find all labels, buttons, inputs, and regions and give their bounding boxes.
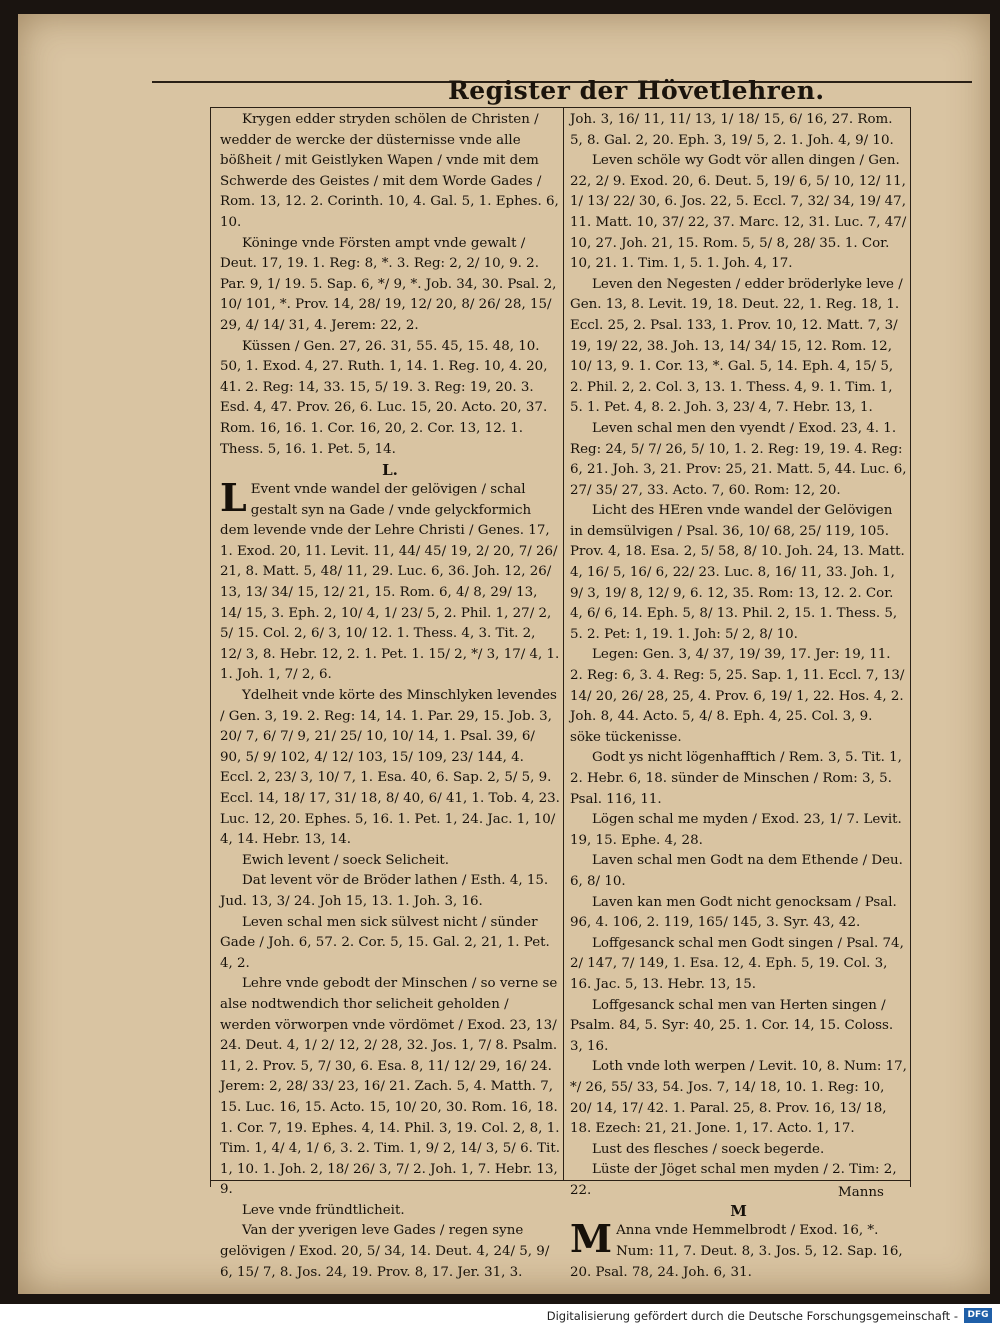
index-entry: Van der yverigen leve Gades / regen syne gelövigen / Exod. 20, 5/ 34, 14. Deut. 4, 24/ 5, 9/ 6, 15/ 7, 8. Jos. 24, 19. Prov. 8, 17. Jer. 31, 3. <box>220 1223 550 1280</box>
dfg-logo: DFG <box>964 1308 992 1323</box>
section-letter-l: L. <box>382 461 398 480</box>
index-entry: Krygen edder stryden schölen de Christen / wedder de wercke der düsternisse vnde alle bößheit / mit Geistlyken Wapen / vnde mit dem Schwerde des Geistes / mit dem Worde Gades / Rom. 13, 12. 2. Corinth. 10, 4. Gal. 5, 1. Ephes. 6, 10. <box>220 112 559 230</box>
index-entry: Legen: Gen. 3, 4/ 37, 19/ 39, 17. Jer: 19, 11. 2. Reg: 6, 3. 4. Reg: 5, 25. Sap. 1, 11. Eccl. 7, 13/ 14/ 20, 26/ 28, 25, 4. Prov. 6, 19/ 1, 22. Hos. 4, 2. Joh. 8, 44. Acto. 5, 4/ 8. Eph. 4, 25. Col. 3, 9. söke tückenisse. <box>570 647 905 745</box>
page-title: Register der Hövetlehren. <box>448 76 825 105</box>
index-entry: Ewich levent / soeck Selicheit. <box>242 852 449 868</box>
right-column <box>570 110 907 1283</box>
index-entry: Leven schöle wy Godt vör allen dingen / Gen. 22, 2/ 9. Exod. 20, 6. Deut. 5, 19/ 6, 5/ 10, 12/ 11, 1/ 13/ 22/ 30, 6. Jos. 22, 5. Eccl. 7, 32/ 34, 19/ 47, 11. Matt. 10, 37/ 22, 37. Marc. 12, 31. Luc. 7, 47/ 10, 27. Joh. 21, 15. Rom. 5, 5/ 8, 28/ 35. 1. Cor. 10, 21. 1. Tim. 1, 5. 1. Joh. 4, 17. <box>570 153 907 272</box>
index-entry: Laven kan men Godt nicht genocksam / Psal. 96, 4. 106, 2. 119, 165/ 145, 3. Syr. 43, 42. <box>570 894 897 931</box>
dropcap-l: L <box>220 475 247 521</box>
index-entry: Loffgesanck schal men van Herten singen / Psalm. 84, 5. Syr: 40, 25. 1. Cor. 14, 15. Coloss. 3, 16. <box>570 997 894 1054</box>
index-entry: Leven den Negesten / edder bröderlyke leve / Gen. 13, 8. Levit. 19, 18. Deut. 22, 1. Reg. 18, 1. Eccl. 25, 2. Psal. 133, 1. Prov. 10, 12. Matt. 7, 3/ 19, 19/ 22, 38. Joh. 13, 14/ 34/ 15, 12. Rom. 12, 10/ 13, 9. 1. Cor. 13, *. Gal. 5, 14. Eph. 4, 15/ 5, 2. Phil. 2, 2. Col. 3, 13. 1. Thess. 4, 9. 1. Tim. 1, 5. 1. Pet. 4, 8. 2. Joh. 3, 23/ 4, 7. Hebr. 13, 1. <box>570 276 903 416</box>
index-entry: Joh. 3, 16/ 11, 11/ 13, 1/ 18/ 15, 6/ 16, 27. Rom. 5, 8. Gal. 2, 20. Eph. 3, 19/ 5, 2. 1. Joh. 4, 9/ 10. <box>570 112 894 148</box>
dropcap-m: M <box>570 1216 613 1262</box>
entry-text: Event vnde wandel der gelövigen / schal gestalt syn na Gade / vnde gelyckformich dem levende vnde der Lehre Christi / Genes. 17, 1. Exod. 20, 11. Levit. 11, 44/ 45/ 19, 2/ 20, 7/ 26/ 21, 8. Matt. 5, 48/ 11, 29. Luc. 6, 36. Joh. 12, 26/ 13, 13/ 34/ 15, 12/ 21, 15. Rom. 6, 4/ 8, 29/ 13, 14/ 15, 3. Eph. 2, 10/ 4, 1/ 23/ 5, 2. Phil. 1, 27/ 2, 5/ 15. Col. 2, 6/ 3, 10/ 12. 1. Thess. 4, 3. Tit. 2, 12/ 3, 8. Hebr. 12, 2. 1. Pet. 1. 15/ 2, */ 3, 17/ 4, 1. 1. Joh. 1, 7/ 2, 6. <box>220 482 560 683</box>
index-entry: Lehre vnde gebodt der Minschen / so verne se alse nodtwendich thor selicheit geholden / werden vörworpen vnde vördömet / Exod. 23, 13/ 24. Deut. 4, 1/ 2/ 12, 2/ 28, 32. Jos. 1, 7/ 8. Psalm. 11, 2. Prov. 5, 7/ 30, 6. Esa. 8, 11/ 12/ 29, 16/ 24. Jerem: 2, 28/ 33/ 23, 16/ 21. Zach. 5, 4. Matth. 7, 15. Luc. 16, 15. Acto. 15, 10/ 20, 30. Rom. 16, 18. 1. Cor. 7, 19. Ephes. 4, 14. Phil. 3, 19. Col. 2, 8, 1. Tim. 1, 4/ 4, 1/ 6, 3. 2. Tim. 1, 9/ 2, 14/ 3, 5/ 6. Tit. 1, 10. 1. Joh. 2, 18/ 26/ 3, 7/ 2. Joh. 1, 7. Hebr. 13, 9. <box>220 976 560 1198</box>
footer-credit: Digitalisierung gefördert durch die Deutsche Forschungsgemeinschaft - <box>546 1309 958 1323</box>
index-entry: Köninge vnde Försten ampt vnde gewalt / Deut. 17, 19. 1. Reg: 8, *. 3. Reg: 2, 2/ 10, 9. 2. Par. 9, 1/ 19. 5. Sap. 6, */ 9, *. Job. 34, 30. Psal. 2, 10/ 101, *. Prov. 14, 28/ 19, 12/ 20, 8/ 26/ 28, 15/ 29, 4/ 14/ 31, 4. Jerem: 22, 2. <box>220 235 557 333</box>
index-entry: Küssen / Gen. 27, 26. 31, 55. 45, 15. 48, 10. 50, 1. Exod. 4, 27. Ruth. 1, 14. 1. Reg. 10, 4. 20, 41. 2. Reg: 14, 33. 15, 5/ 19. 3. Reg: 19, 20. 3. Esd. 4, 47. Prov. 26, 6. Luc. 15, 20. Acto. 20, 37. Rom. 16, 16. 1. Cor. 16, 20, 2. Cor. 13, 12. 1. Thess. 5, 16. 1. Pet. 5, 14. <box>220 338 548 457</box>
index-entry: Leven schal men sick sülvest nicht / sünder Gade / Joh. 6, 57. 2. Cor. 5, 15. Gal. 2, 21, 1. Pet. 4, 2. <box>220 914 550 971</box>
index-entry: Lögen schal me myden / Exod. 23, 1/ 7. Levit. 19, 15. Ephe. 4, 28. <box>570 812 902 848</box>
index-entry: Laven schal men Godt na dem Ethende / Deu. 6, 8/ 10. <box>570 853 903 889</box>
index-entry: Licht des HEren vnde wandel der Gelövigen in demsülvigen / Psal. 36, 10/ 68, 25/ 119, 105. Prov. 4, 18. Esa. 2, 5/ 58, 8/ 10. Joh. 24, 13. Matt. 4, 16/ 5, 16/ 6, 22/ 23. Luc. 8, 16/ 11, 33. Joh. 1, 9/ 3, 19/ 8, 12/ 9, 6. 12, 35. Rom: 13, 12. 2. Cor. 4, 6/ 6, 14. Eph. 5, 8/ 13. Phil. 2, 15. 1. Thess. 5, 5. 2. Pet: 1, 19. 1. Joh: 5/ 2, 8/ 10. <box>570 503 905 642</box>
index-entry: Lüste der Jöget schal men myden / 2. Tim: 2, 22. <box>570 1162 897 1198</box>
section-letter-m: M <box>730 1202 747 1221</box>
left-column <box>220 110 560 1283</box>
catchword: Manns <box>838 1185 884 1200</box>
index-entry-first <box>220 475 560 686</box>
index-entry: Ydelheit vnde körte des Minschlyken levendes / Gen. 3, 19. 2. Reg: 14, 14. 1. Par. 29, 15. Job. 3, 20/ 7, 6/ 7/ 9, 21/ 25/ 10, 10/ 14, 1. Psal. 39, 6/ 90, 5/ 9/ 102, 4/ 12/ 103, 15/ 109, 23/ 144, 4. Eccl. 2, 23/ 3, 10/ 7, 1. Esa. 40, 6. Sap. 2, 5/ 5, 9. Eccl. 14, 18/ 17, 31/ 18, 8/ 40, 6/ 41, 1. Tob. 4, 23. Luc. 12, 20. Ephes. 5, 16. 1. Pet. 1, 24. Jac. 1, 10/ 4, 14. Hebr. 13, 14. <box>220 688 560 848</box>
index-entry: Leven schal men den vyendt / Exod. 23, 4. 1. Reg: 24, 5/ 7/ 26, 5/ 10, 1. 2. Reg: 19, 19. 4. Reg: 6, 21. Joh. 3, 21. Prov: 25, 21. Matt. 5, 44. Luc. 6, 27/ 35/ 27, 33. Acto. 7, 60. Rom: 12, 20. <box>570 420 907 498</box>
index-entry-first <box>570 1216 907 1283</box>
index-entry: Dat levent vör de Bröder lathen / Esth. 4, 15. Jud. 13, 3/ 24. Joh 15, 13. 1. Joh. 3, 16. <box>220 873 549 909</box>
index-entry: Loth vnde loth werpen / Levit. 10, 8. Num: 17, */ 26, 55/ 33, 54. Jos. 7, 14/ 18, 10. 1. Reg: 10, 20/ 14, 17/ 42. 1. Paral. 25, 8. Prov. 16, 13/ 18, 18. Ezech: 21, 21. Jone. 1, 17. Acto. 1, 17. <box>570 1059 907 1137</box>
heading-underline <box>210 107 910 108</box>
entry-text: Anna vnde Hemmelbrodt / Exod. 16, *. Num: 11, 7. Deut. 8, 3. Jos. 5, 12. Sap. 16, 20. Psal. 78, 24. Joh. 6, 31. <box>570 1223 903 1280</box>
index-entry: Loffgesanck schal men Godt singen / Psal. 74, 2/ 147, 7/ 149, 1. Esa. 12, 4. Eph. 5, 19. Col. 3, 16. Jac. 5, 13. Hebr. 13, 15. <box>570 935 904 992</box>
index-entry: Lust des flesches / soeck begerde. <box>592 1141 825 1157</box>
right-frame-line <box>910 107 911 1187</box>
index-entry: Leve vnde fründtlicheit. <box>242 1202 405 1218</box>
left-frame-line <box>210 107 211 1187</box>
column-divider <box>563 107 564 1180</box>
index-entry: Godt ys nicht lögenhafftich / Rem. 3, 5. Tit. 1, 2. Hebr. 6, 18. sünder de Minschen / Rom: 3, 5. Psal. 116, 11. <box>570 750 902 807</box>
